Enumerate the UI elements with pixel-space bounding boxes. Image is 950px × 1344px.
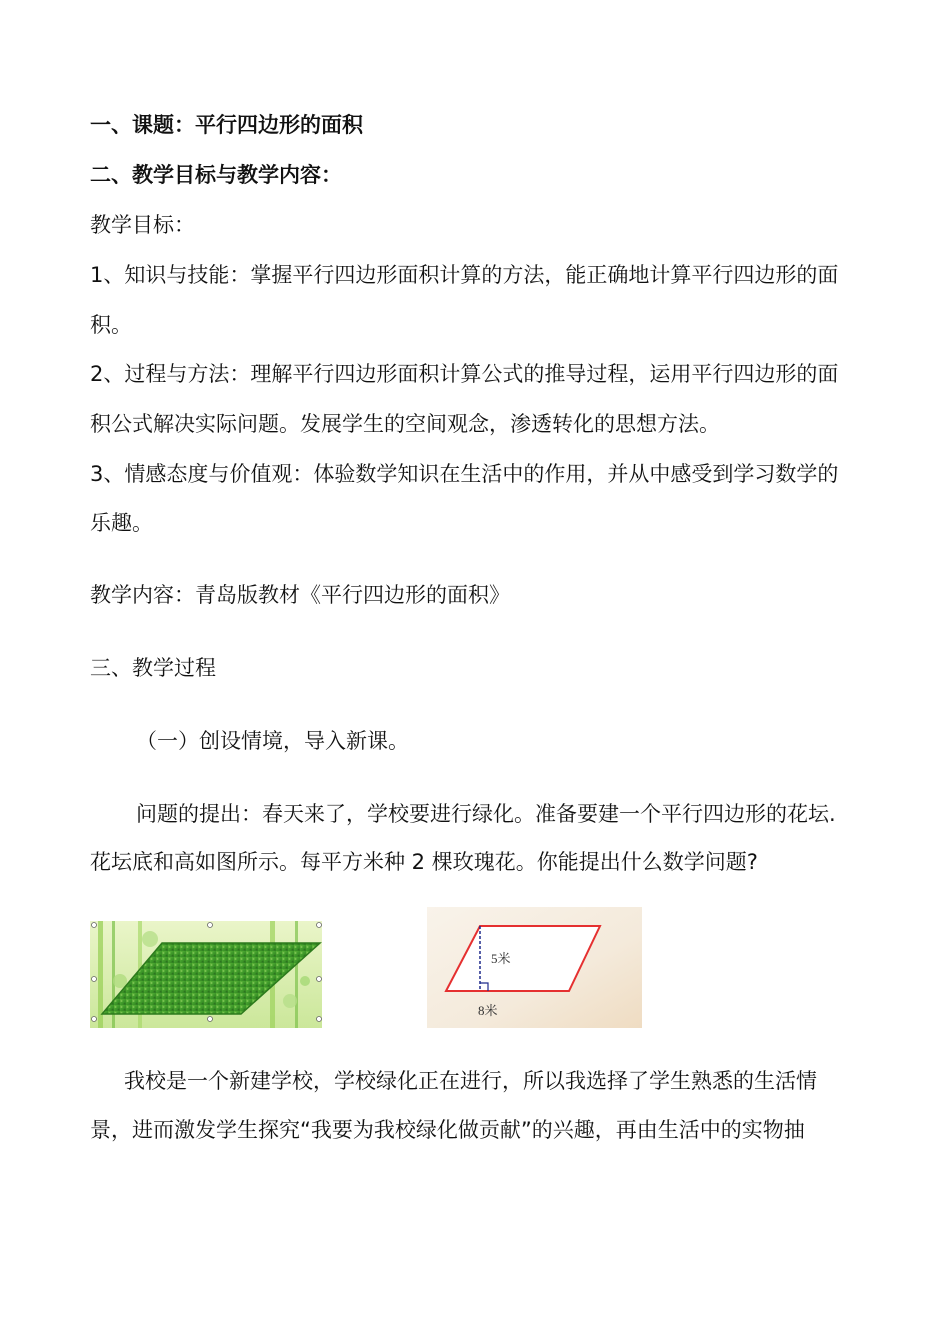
goal-2-line-1: 2、过程与方法：理解平行四边形面积计算公式的推导过程，运用平行四边形的面 <box>90 362 839 386</box>
parallelogram-diagram <box>427 907 642 1028</box>
lesson-title: 一、课题：平行四边形的面积 <box>90 113 363 137</box>
teaching-content: 教学内容：青岛版教材《平行四边形的面积》 <box>90 583 510 607</box>
section-heading-goals: 二、教学目标与教学内容： <box>90 163 342 187</box>
goal-1-line-2: 积。 <box>90 313 132 337</box>
goal-1-line-1: 1、知识与技能：掌握平行四边形面积计算的方法，能正确地计算平行四边形的面 <box>90 263 839 287</box>
goal-3-line-2: 乐趣。 <box>90 511 153 535</box>
section-heading-process: 三、教学过程 <box>90 656 216 680</box>
flowerbed-image <box>90 921 322 1028</box>
goal-3-line-1: 3、情感态度与价值观：体验数学知识在生活中的作用，并从中感受到学习数学的 <box>90 462 839 486</box>
reflection-line-2: 景，进而激发学生探究“我要为我校绿化做贡献”的兴趣，再由生活中的实物抽 <box>90 1118 805 1142</box>
goals-label: 教学目标： <box>90 213 195 237</box>
problem-line-2: 花坛底和高如图所示。每平方米种 2 棵玫瑰花。你能提出什么数学问题? <box>90 850 758 874</box>
goal-2-line-2: 积公式解决实际问题。发展学生的空间观念，渗透转化的思想方法。 <box>90 412 720 436</box>
problem-line-1: 问题的提出：春天来了，学校要进行绿化。准备要建一个平行四边形的花坛. <box>136 802 836 826</box>
subsection-heading: （一）创设情境，导入新课。 <box>136 729 409 753</box>
height-label: 5米 <box>491 951 511 966</box>
base-label: 8米 <box>478 1003 498 1018</box>
reflection-line-1: 我校是一个新建学校，学校绿化正在进行，所以我选择了学生熟悉的生活情 <box>124 1069 817 1093</box>
